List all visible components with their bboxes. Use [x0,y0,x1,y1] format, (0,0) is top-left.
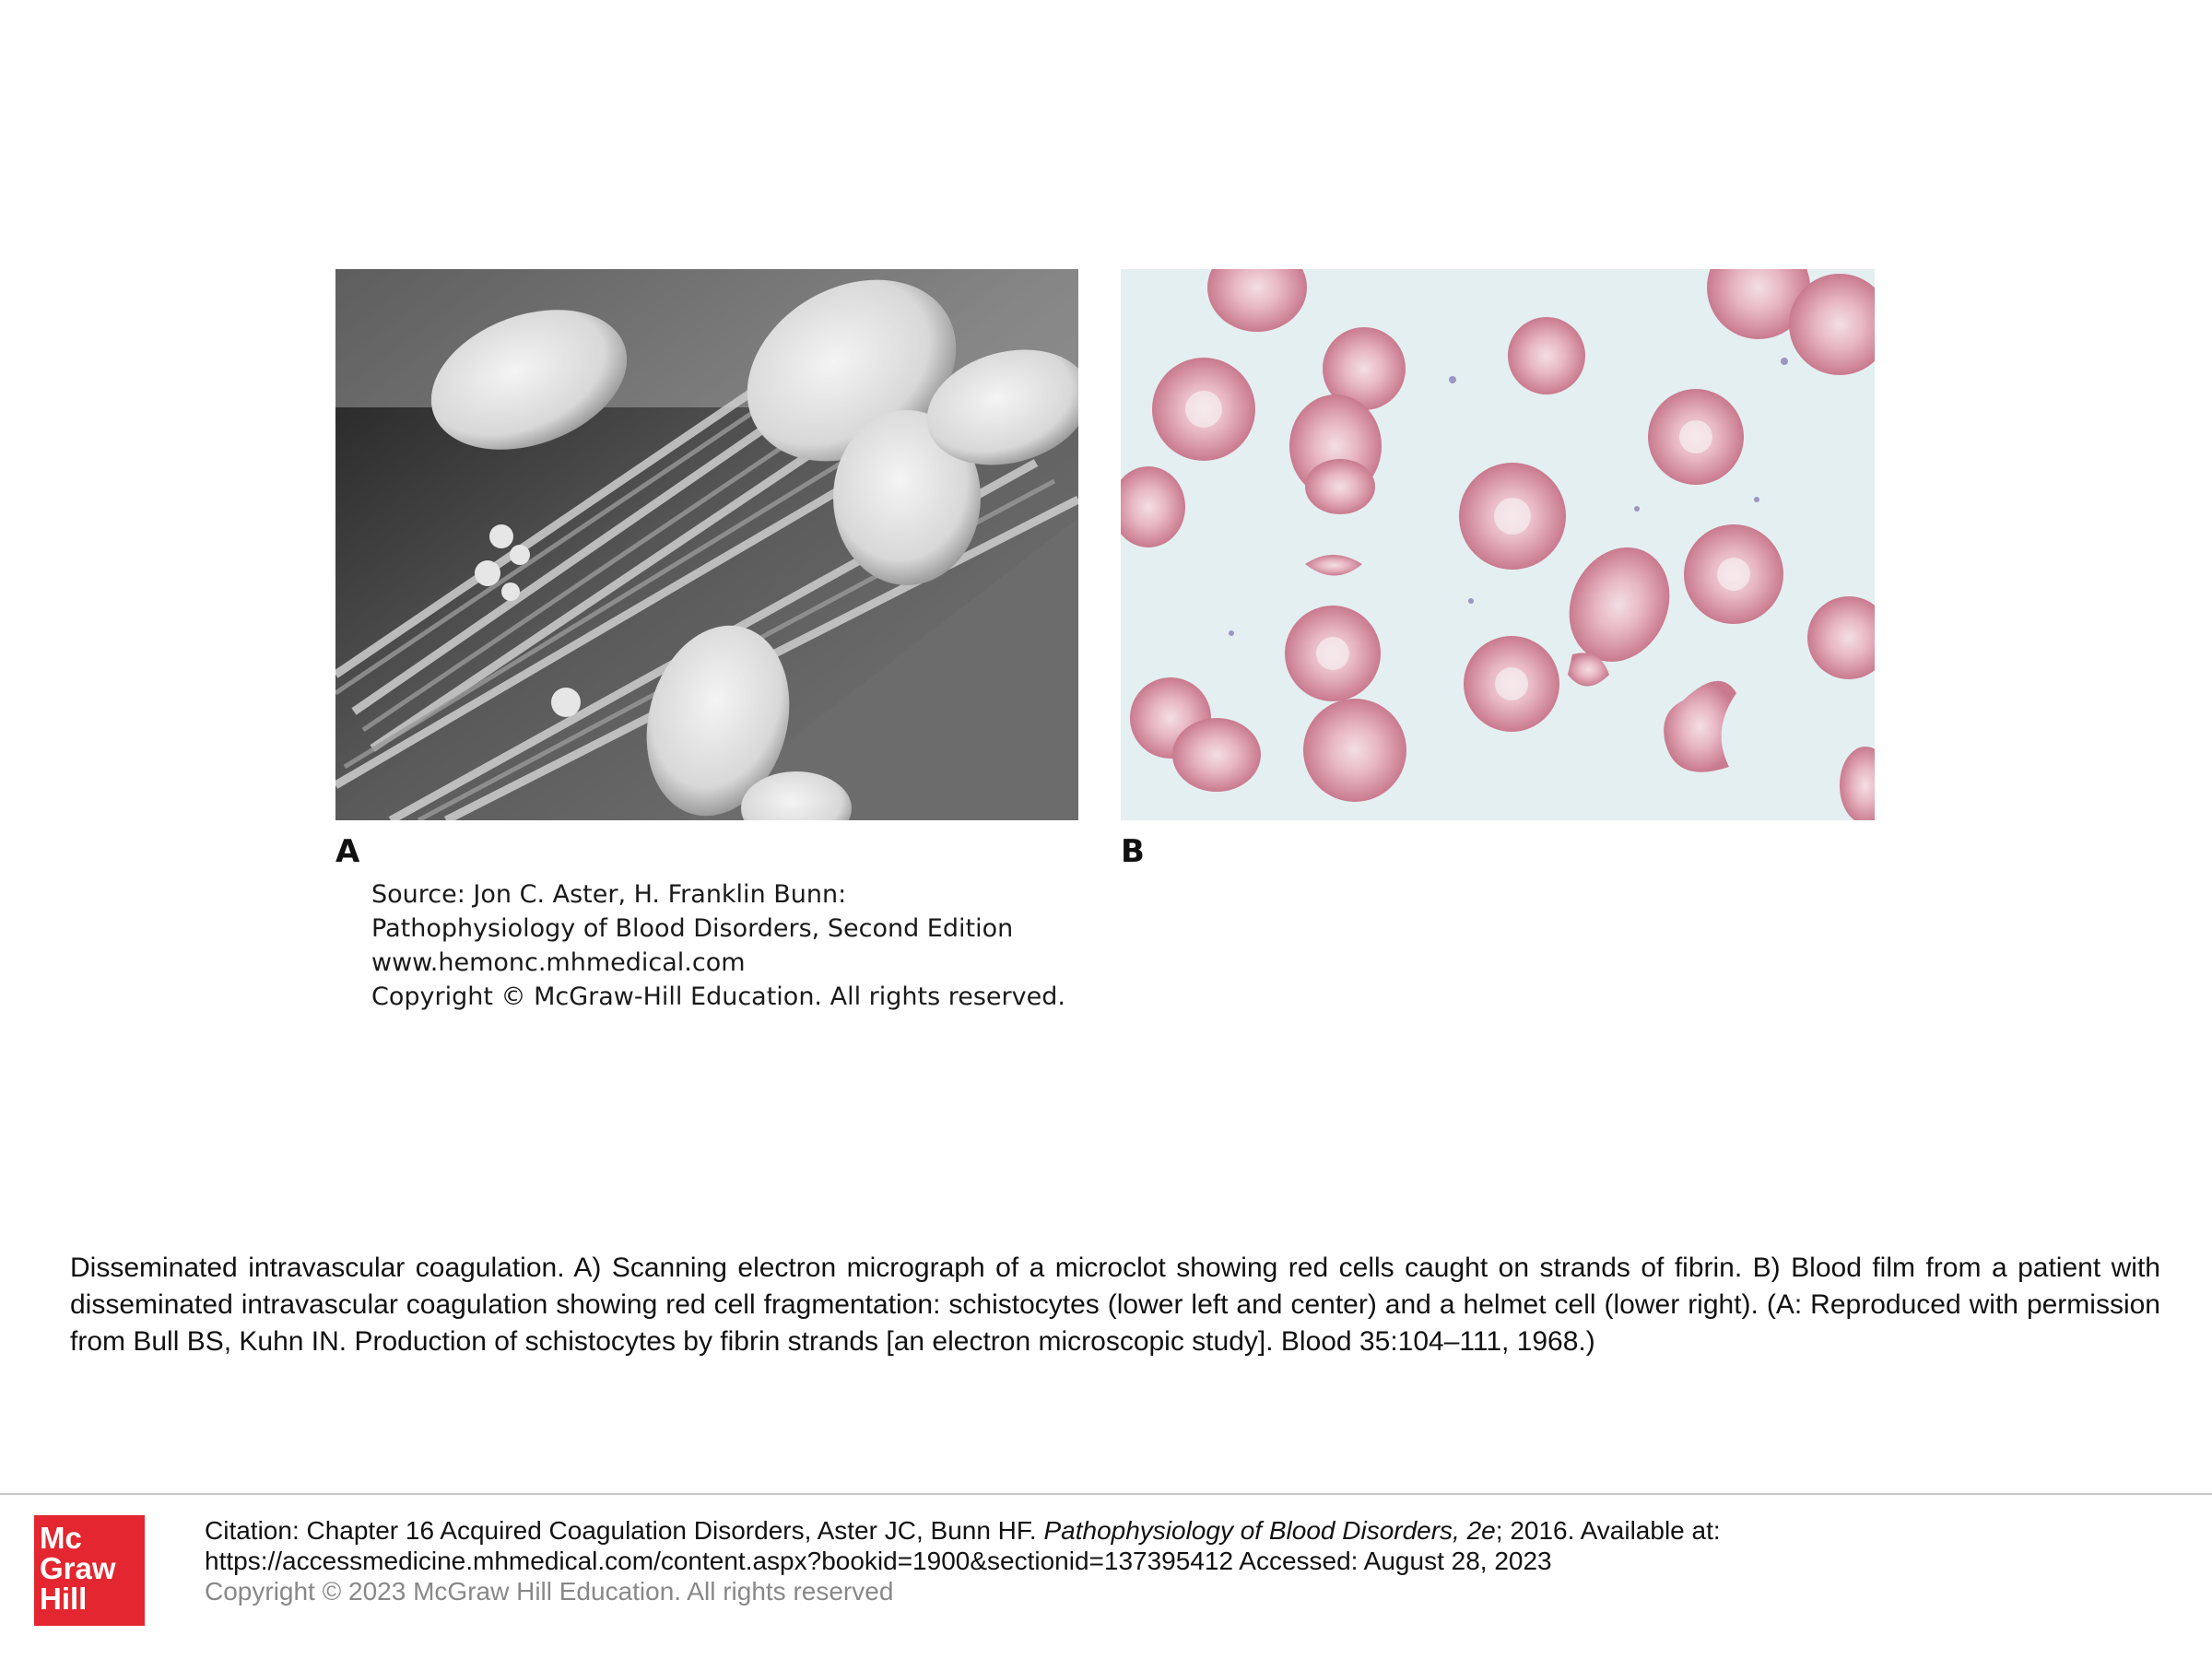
source-line: Pathophysiology of Blood Disorders, Second Edition [371,914,1014,943]
citation-block [205,1515,1721,1606]
blood-film-image [1121,269,1875,820]
electron-micrograph-image [335,269,1078,820]
footer-copyright: Copyright © 2023 McGraw Hill Education. All rights reserved [205,1577,894,1606]
panel-a-label: A [335,833,360,870]
logo-line: Hill [40,1582,88,1616]
citation-suffix: ; 2016. Available at: [1495,1516,1721,1545]
blood-film-panel [1121,269,1875,820]
citation-line [205,1515,1721,1546]
image-source-block [371,877,1065,1014]
panel-b-label: B [1121,833,1145,870]
logo-line: Mc [40,1521,82,1555]
electron-micrograph-panel [335,269,1078,820]
citation-prefix: Citation: Chapter 16 Acquired Coagulation Disorders, Aster JC, Bunn HF. [205,1516,1044,1545]
citation-url[interactable]: https://accessmedicine.mhmedical.com/content.aspx?bookid=1900&sectionid=137395412 Accessed: August 28, 2023 [205,1547,1552,1575]
mcgraw-hill-logo [34,1515,145,1626]
figure-caption: Disseminated intravascular coagulation. A) Scanning electron micrograph of a microclot showing red cells caught on strands of fibrin. B) Blood film from a patient with disseminated intravascular coagulation showing red cell fragmentation: schistocytes (lower left and center) and a helmet cell (lower right). (A: Reproduced with permission from Bull BS, Kuhn IN. Production of schistocytes by fibrin strands [an electron microscopic study]. Blood 35:104–111, 1968.) [70,1253,2160,1357]
source-line: www.hemonc.mhmedical.com [371,948,746,977]
source-line: Source: Jon C. Aster, H. Franklin Bunn: [371,880,847,909]
footer-divider [0,1493,2212,1495]
source-line: Copyright © McGraw-Hill Education. All rights reserved. [371,982,1065,1011]
citation-book-title: Pathophysiology of Blood Disorders, 2e [1043,1516,1496,1545]
logo-line: Graw [40,1551,116,1585]
